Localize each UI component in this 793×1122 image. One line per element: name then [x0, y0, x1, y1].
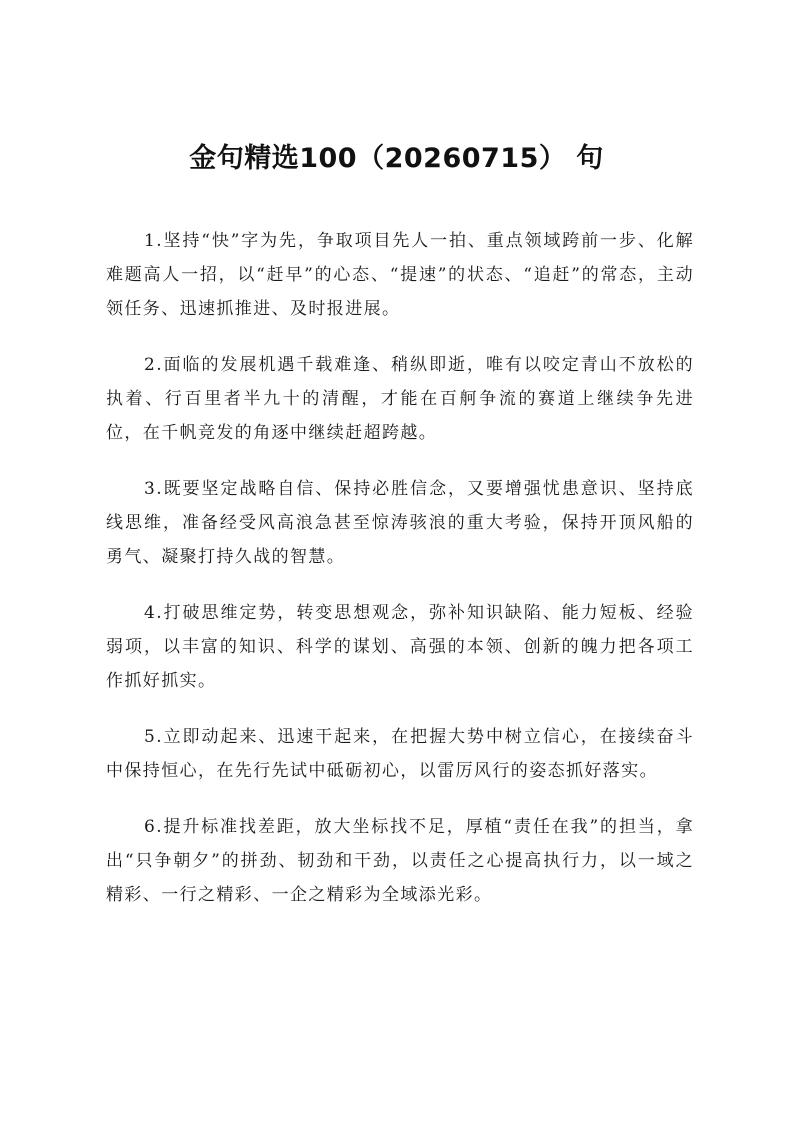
paragraph-4: 4.打破思维定势，转变思想观念，弥补知识缺陷、能力短板、经验弱项，以丰富的知识、科学的谋划、高强的本领、创新的魄力把各项工作抓好抓实。 — [106, 603, 694, 691]
paragraph-3: 3.既要坚定战略自信、保持必胜信念，又要增强忧患意识、坚持底线思维，准备经受风高浪急甚至惊涛骇浪的重大考验，保持开顶风船的勇气、凝聚打持久战的智慧。 — [106, 479, 694, 567]
paragraph-1: 1.坚持“快”字为先，争取项目先人一拍、重点领域跨前一步、化解难题高人一招，以“赶早”的心态、“提速”的状态、“追赶”的常态，主动领任务、迅速抓推进、及时报进展。 — [106, 231, 694, 319]
document-title: 金句精选100（20260715） 句 — [189, 143, 604, 174]
document-body — [106, 224, 694, 934]
paragraph-2: 2.面临的发展机遇千载难逢、稍纵即逝，唯有以咬定青山不放松的执着、行百里者半九十的清醒，才能在百舸争流的赛道上继续争先进位，在千帆竞发的角逐中继续赶超跨越。 — [106, 355, 694, 443]
paragraph-6: 6.提升标准找差距，放大坐标找不足，厚植“责任在我”的担当，拿出“只争朝夕”的拼劲、韧劲和干劲，以责任之心提高执行力，以一域之精彩、一行之精彩、一企之精彩为全域添光彩。 — [106, 817, 694, 905]
paragraph-5: 5.立即动起来、迅速干起来，在把握大势中树立信心，在接续奋斗中保持恒心，在先行先试中砥砺初心，以雷厉风行的姿态抓好落实。 — [106, 727, 694, 781]
